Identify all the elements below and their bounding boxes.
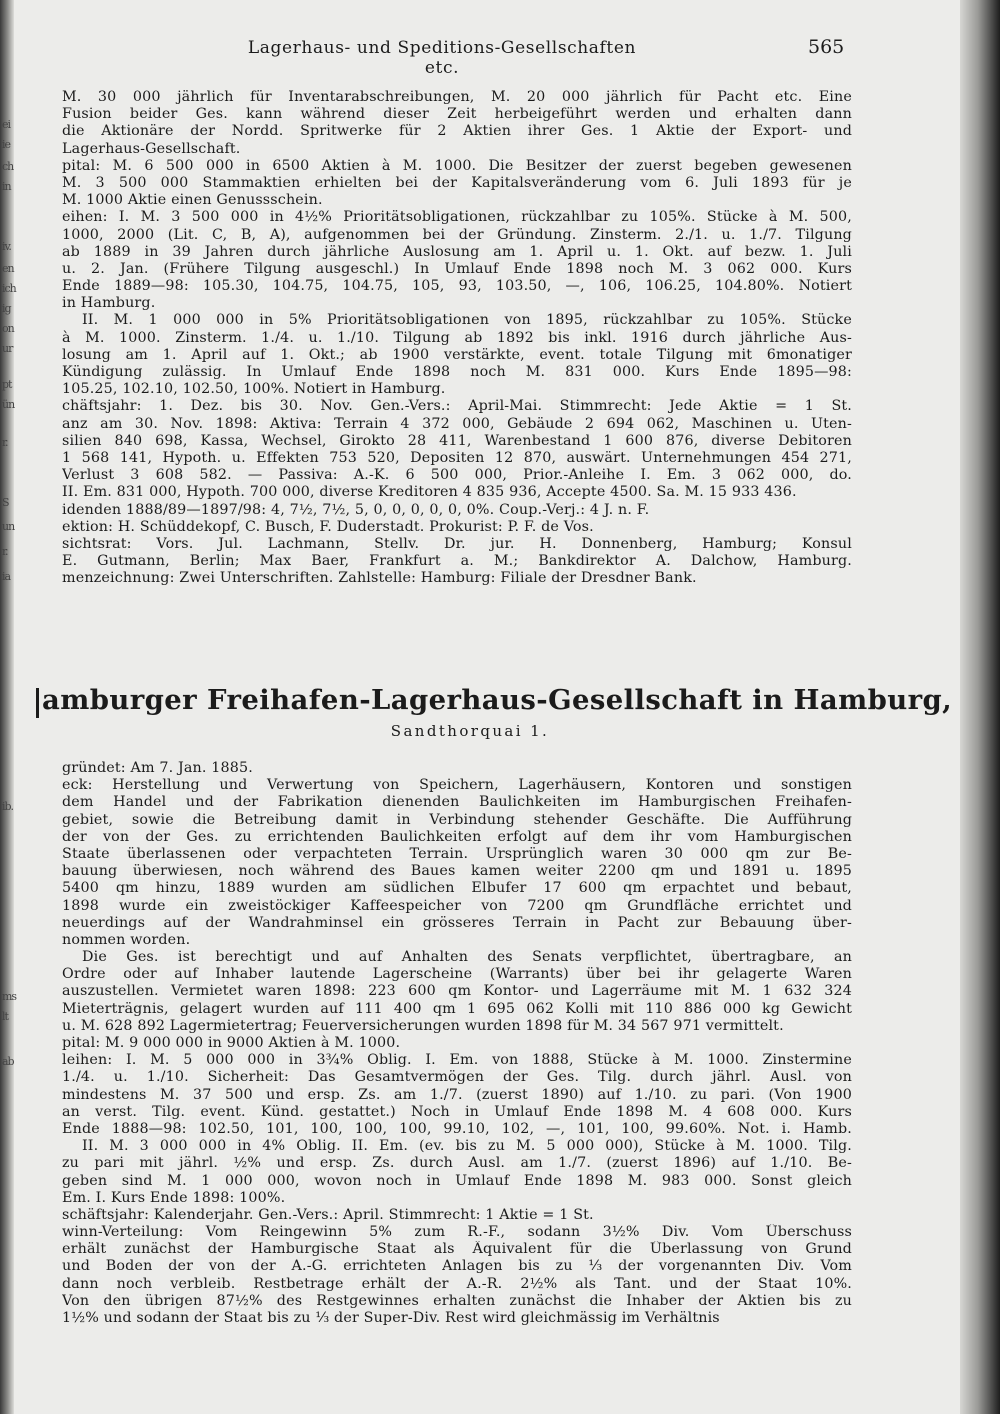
text-line: Ende 1888—98: 102.50, 101, 100, 100, 100, 99.10, 102, —, 101, 100, 99.60%. Not. i. Hamb.	[62, 1120, 852, 1137]
text-line: 1./4. u. 1./10. Sicherheit: Das Gesamtvermögen der Ges. Tilg. durch jährl. Ausl. von	[62, 1069, 852, 1086]
text-line: ektion: H. Schüddekopf, C. Busch, F. Duderstadt. Prokurist: P. F. de Vos.	[62, 518, 594, 535]
text-line: an verst. Tilg. event. Künd. gestattet.) Noch in Umlauf Ende 1898 M. 4 608 000. Kurs	[62, 1103, 852, 1120]
text-line: Von den übrigen 87½% des Restgewinnes erhalten zunächst die Inhaber der Aktien bis zu	[62, 1292, 852, 1309]
text-line: eihen: I. M. 3 500 000 in 4½% Prioritätsobligationen, rückzahlbar zu 105%. Stücke à M. 500,	[62, 209, 852, 226]
text-line: geben sind M. 1 000 000, wovon noch in Umlauf Ende 1898 M. 983 000. Sonst gleich	[62, 1172, 852, 1189]
gutter-fragment: r.	[2, 545, 8, 558]
text-line: nommen worden.	[62, 931, 191, 948]
text-line: Fusion beider Ges. kann während dieser Zeit herbeigeführt werden und erhalten dann	[62, 106, 852, 123]
text-line: II. M. 1 000 000 in 5% Prioritätsobligationen von 1895, rückzahlbar zu 105%. Stücke	[82, 312, 852, 329]
gutter-fragment: ich	[2, 282, 16, 295]
text-line: 1898 wurde ein zweistöckiger Kaffeespeicher von 7200 qm Grundfläche errichtet und	[62, 897, 852, 914]
text-line: 1 568 141, Hypoth. u. Effekten 753 520, Depositen 12 870, auswärt. Unternehmungen 454 271,	[62, 449, 852, 466]
text-line: Em. I. Kurs Ende 1898: 100%.	[62, 1189, 286, 1206]
gutter-fragment: ch	[2, 160, 14, 173]
page-right-shadow	[960, 0, 1000, 1414]
text-line: dann noch verbleib. Restbetrage erhält der A.-R. 2½% als Tant. und der Staat 10%.	[62, 1275, 852, 1292]
text-line: chäftsjahr: 1. Dez. bis 30. Nov. Gen.-Vers.: April-Mai. Stimmrecht: Jede Aktie = 1 St.	[62, 398, 852, 415]
gutter-fragment: en	[2, 262, 14, 275]
text-line: eck: Herstellung und Verwertung von Speichern, Lagerhäusern, Kontoren und sonstigen	[62, 777, 852, 794]
gutter-fragment: ie	[2, 138, 11, 151]
text-line: idenden 1888/89—1897/98: 4, 7½, 7½, 5, 0, 0, 0, 0, 0, 0%. Coup.-Verj.: 4 J. n. F.	[62, 501, 650, 518]
gutter-fragment: r.	[2, 436, 8, 449]
gutter-fragment: ms	[2, 990, 17, 1003]
text-line: neuerdings auf der Wandrahminsel ein grösseres Terrain in Pacht zur Bebauung über-	[62, 914, 852, 931]
gutter-fragment: S	[2, 496, 9, 509]
text-line: Verlust 3 608 582. — Passiva: A.-K. 6 500 000, Prior.-Anleihe I. Em. 3 062 000, do.	[62, 467, 852, 484]
section-company-entry	[62, 760, 852, 1327]
text-line: gründet: Am 7. Jan. 1885.	[62, 760, 253, 776]
text-line: gebiet, sowie die Betreibung damit in Verbindung stehender Geschäfte. Die Aufführung	[62, 811, 852, 828]
gutter-fragment: pt	[2, 378, 12, 391]
section-continued-text	[62, 89, 852, 587]
text-line: Mieterträgnis, gelagert wurden auf 111 400 qm 1 695 062 Kolli mit 110 886 000 kg Gewicht	[62, 1000, 852, 1017]
text-line: zu pari mit jährl. ½% und ersp. Zs. durch Ausl. am 1./7. (zuerst 1896) auf 1./10. Be-	[62, 1155, 852, 1172]
text-line: auszustellen. Vermietet waren 1898: 223 600 qm Kontor- und Lagerräume mit M. 1 632 324	[62, 983, 852, 1000]
text-line: E. Gutmann, Berlin; Max Baer, Frankfurt a. M.; Bankdirektor A. Dalchow, Hamburg.	[62, 553, 852, 570]
gutter-fragment: ur	[2, 342, 13, 355]
text-line: anz am 30. Nov. 1898: Aktiva: Terrain 4 372 000, Gebäude 2 694 062, Maschinen u. Uten-	[62, 415, 852, 432]
text-line: M. 3 500 000 Stammaktien erhielten bei der Kapitalsveränderung vom 6. Juli 1893 für je	[62, 174, 852, 191]
gutter-fragment: in	[2, 180, 11, 193]
text-line: silien 840 698, Kassa, Wechsel, Girokto 28 411, Warenbestand 1 600 876, diverse Debitoren	[62, 432, 852, 449]
text-line: Lagerhaus-Gesellschaft.	[62, 140, 241, 157]
text-line: winn-Verteilung: Vom Reingewinn 5% zum R.-F., sodann 3½% Div. Vom Überschuss	[62, 1224, 852, 1241]
text-line: 1½% und sodann der Staat bis zu ⅓ der Super-Div. Rest wird gleichmässig im Verhältnis	[62, 1310, 720, 1326]
text-line: 1000, 2000 (Lit. C, B, A), aufgenommen bei der Gründung. Zinsterm. 2./1. u. 1./7. Tilgung	[62, 226, 852, 243]
text-line: M. 30 000 jährlich für Inventarabschreibungen, M. 20 000 jährlich für Pacht etc. Eine	[62, 89, 852, 105]
gutter-fragment: ün	[2, 398, 15, 411]
text-line: Die Ges. ist berechtigt und auf Anhalten des Senats verpflichtet, übertragbare, an	[82, 949, 852, 966]
text-line: mindestens M. 37 500 und ersp. Zs. am 1./7. (zuerst 1890) auf 1./10. zu pari. (Von 1900	[62, 1086, 852, 1103]
gutter-fragment: iv.	[2, 240, 11, 253]
text-line: Kündigung zulässig. In Umlauf Ende 1898 noch M. 831 000. Kurs Ende 1895—98:	[62, 364, 852, 380]
text-line: in Hamburg.	[62, 295, 156, 312]
text-line: pital: M. 9 000 000 in 9000 Aktien à M. 1000.	[62, 1035, 401, 1051]
gutter-fragment: ab	[2, 1055, 14, 1068]
text-line: 105.25, 102.10, 102.50, 100%. Notiert in Hamburg.	[62, 381, 446, 398]
text-line: II. Em. 831 000, Hypoth. 700 000, diverse Kreditoren 4 835 936, Accepte 4500. Sa. M. 15 933 436.	[62, 484, 797, 501]
text-line: pital: M. 6 500 000 in 6500 Aktien à M. 1000. Die Besitzer der zuerst begeben gewesenen	[62, 157, 852, 174]
gutter-fragment: ei	[2, 118, 11, 131]
page-number: 565	[808, 36, 845, 58]
gutter-fragment: ig	[2, 302, 11, 315]
text-line: 5400 qm hinzu, 1889 wurden am südlichen Elbufer 17 600 qm erpachtet und bebaut,	[62, 880, 852, 897]
text-line: II. M. 3 000 000 in 4% Oblig. II. Em. (ev. bis zu M. 5 000 000), Stücke à M. 1000. Tilg.	[82, 1138, 852, 1155]
text-line: à M. 1000. Zinsterm. 1./4. u. 1./10. Tilgung ab 1892 bis inkl. 1916 durch jährliche Aus-	[62, 329, 852, 346]
text-line: und Boden der von der A.-G. errichteten Anlagen bis zu ⅓ der vorgenannten Div. Vom	[62, 1258, 852, 1275]
heading-margin-bar	[36, 688, 39, 718]
text-line: leihen: I. M. 5 000 000 in 3¾% Oblig. I. Em. von 1888, Stücke à M. 1000. Zinstermine	[62, 1052, 852, 1069]
text-line: der von der Ges. zu errichtenden Baulichkeiten erfolgt auf dem ihr vom Hamburgischen	[62, 828, 852, 845]
text-line: Ordre oder auf Inhaber lautende Lagerscheine (Warrants) über bei ihr gelagerte Waren	[62, 966, 852, 983]
text-line: M. 1000 Aktie einen Genussschein.	[62, 192, 323, 209]
text-line: ab 1889 in 39 Jahren durch jährliche Auslosung am 1. April u. 1. Okt. auf bezw. 1. Juli	[62, 243, 852, 260]
text-line: die Aktionäre der Nordd. Spritwerke für 2 Aktien ihrer Ges. 1 Aktie der Export- und	[62, 123, 852, 140]
text-line: erhält zunächst der Hamburgische Staat als Äquivalent für die Überlassung von Grund	[62, 1241, 852, 1258]
company-address: Sandthorquai 1.	[390, 722, 550, 740]
text-line: menzeichnung: Zwei Unterschriften. Zahlstelle: Hamburg: Filiale der Dresdner Bank.	[62, 570, 697, 587]
text-line: sichtsrat: Vors. Jul. Lachmann, Stellv. Dr. jur. H. Donnenberg, Hamburg; Konsul	[62, 535, 852, 552]
gutter-fragment: un	[2, 520, 15, 533]
gutter-fragment: ib.	[2, 800, 14, 813]
gutter-fragment: lt	[2, 1010, 8, 1023]
text-line: Ende 1889—98: 105.30, 104.75, 104.75, 105, 93, 103.50, —, 106, 106.25, 104.80%. Notiert	[62, 278, 852, 295]
text-line: dem Handel und der Fabrikation dienenden Baulichkeiten im Hamburgischen Freihafen-	[62, 794, 852, 811]
gutter-fragment: ia	[2, 570, 11, 583]
text-line: u. 2. Jan. (Frühere Tilgung ausgeschl.) In Umlauf Ende 1898 noch M. 3 062 000. Kurs	[62, 260, 852, 277]
text-line: u. M. 628 892 Lagermietertrag; Feuerversicherungen wurden 1898 für M. 34 567 971 vermittelt.	[62, 1017, 784, 1034]
running-title: Lagerhaus- und Speditions-Gesellschaften etc.	[247, 38, 637, 78]
company-heading: amburger Freihafen-Lagerhaus-Gesellschaft in Hamburg,	[42, 684, 953, 716]
text-line: losung am 1. April auf 1. Okt.; ab 1900 verstärkte, event. totale Tilgung mit 6monatiger	[62, 346, 852, 363]
text-line: bauung überwiesen, noch während des Baues kamen weiter 2200 qm und 1891 u. 1895	[62, 863, 852, 880]
gutter-fragment: on	[2, 322, 14, 335]
text-line: schäftsjahr: Kalenderjahr. Gen.-Vers.: April. Stimmrecht: 1 Aktie = 1 St.	[62, 1206, 594, 1223]
text-line: Staate überlassenen oder verpachteten Terrain. Ursprünglich waren 30 000 qm zur Be-	[62, 845, 852, 862]
